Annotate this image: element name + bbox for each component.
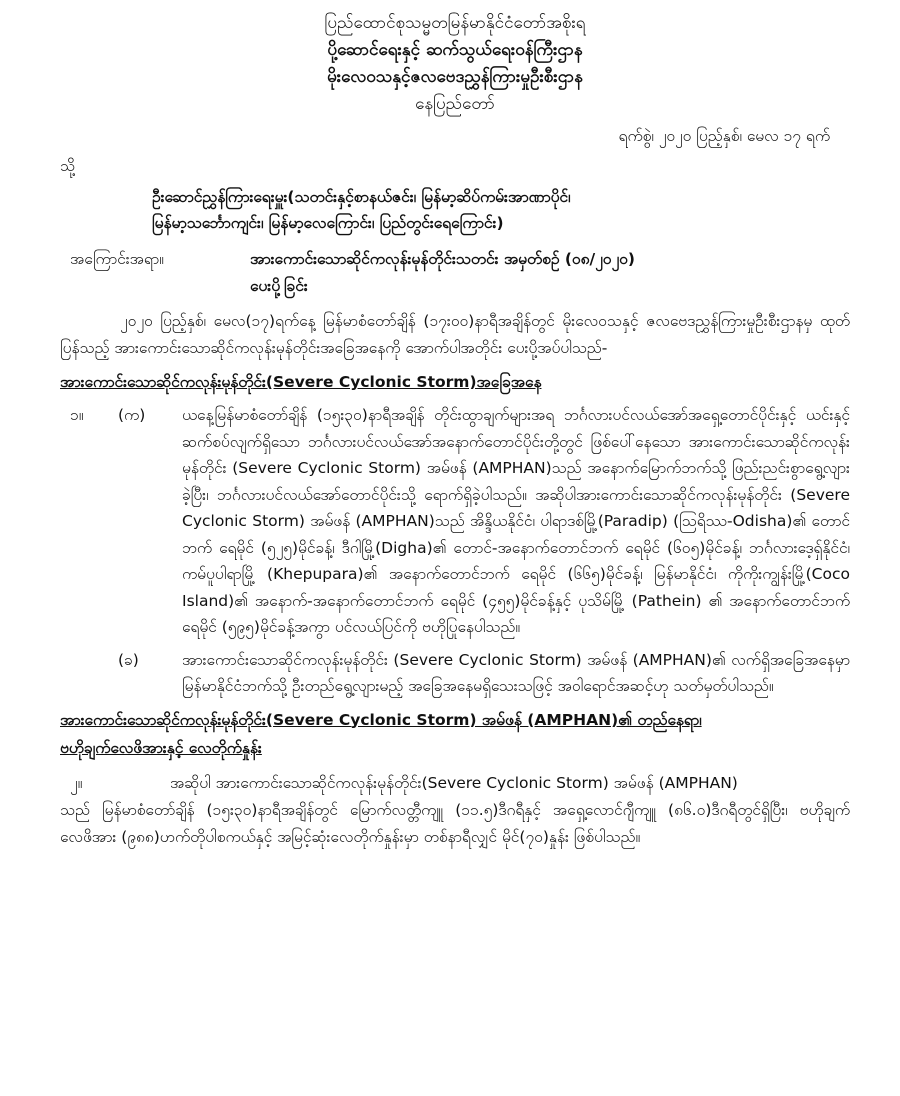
section-1-number: ၁။ xyxy=(70,406,84,424)
section-1-item-a xyxy=(60,402,850,641)
subject-block xyxy=(60,246,850,300)
section-heading-2 xyxy=(60,706,850,762)
intro-text: ၂၀၂၀ ပြည့်နှစ်၊ မေလ(၁၇)ရက်နေ့ မြန်မာစံတော်ချိန် (၁၇း၀၀)နာရီအချိန်တွင် မိုးလေဝသနှင့် ဇလဗေဒညွှန်ကြားမှုဦးစီးဌာနမှ ထုတ်ပြန်သည့် အားကောင်းသောဆိုင်ကလုန်းမုန်တိုင်းအခြေအနေကို အောက်ပါအတိုင်း ပေးပို့အပ်ပါသည်- xyxy=(60,312,850,357)
item-b-text: အားကောင်းသောဆိုင်ကလုန်းမုန်တိုင်း (Severe Cyclonic Storm) အမ်ဖန် (AMPHAN)၏ လက်ရှိအခြေအနေမှာ မြန်မာနိုင်ငံဘက်သို့ ဦးတည်ရွေ့လျားမည့် အခြေအနေမရှိသေးသဖြင့် အဝါရောင်အဆင့်ဟု သတ်မှတ်ပါသည်။ xyxy=(182,650,850,695)
recipient-line-2: မြန်မာ့သင်္ဘောကျင်း၊ မြန်မာ့လေကြောင်း၊ ပြည်တွင်းရေကြောင်း) xyxy=(152,214,504,232)
subject-line-1: အားကောင်းသောဆိုင်ကလုန်းမုန်တိုင်းသတင်း အမှတ်စဉ် (၀၈/၂၀၂၀) xyxy=(250,250,635,268)
section-2-text: သည် မြန်မာစံတော်ချိန် (၁၅း၃၀)နာရီအချိန်တွင် မြောက်လတ္တီကျူ (၁၁.၅)ဒီဂရီနှင့် အရှေ့လောင်ဂျီကျူ (၈၆.၀)ဒီဂရီတွင်ရှိပြီး၊ ဗဟိုချက်လေဖိအား (၉၈၈)ဟက်တိုပါစကယ်နှင့် အမြင့်ဆုံးလေတိုက်နှုန်းမှာ တစ်နာရီလျှင် မိုင်(၇၀)နှုန်း ဖြစ်ပါသည်။ xyxy=(60,800,850,846)
government-name: ပြည်ထောင်စုသမ္မတမြန်မာနိုင်ငံတော်အစိုးရ xyxy=(324,13,586,33)
section-2-line-1: အဆိုပါ အားကောင်းသောဆိုင်ကလုန်းမုန်တိုင်း(Severe Cyclonic Storm) အမ်ဖန် (AMPHAN) xyxy=(170,773,738,792)
subject-text xyxy=(220,246,635,300)
recipient-line-1: ဦးဆောင်ညွှန်ကြားရေးမှူး(သတင်းနှင့်စာနယ်ဇင်း၊ မြန်မာ့ဆိပ်ကမ်းအာဏာပိုင်၊ xyxy=(152,188,571,206)
department-name: မိုးလေဝသနှင့်ဇလဗေဒညွှန်ကြားမှုဦးစီးဌာန xyxy=(327,67,583,87)
item-a-label: (က) xyxy=(118,406,146,424)
letterhead xyxy=(60,0,850,118)
section-2-first-line xyxy=(60,770,850,797)
section-heading-1: အားကောင်းသောဆိုင်ကလုန်းမုန်တိုင်း(Severe Cyclonic Storm)အခြေအနေ xyxy=(60,373,542,391)
item-b-label: (ခ) xyxy=(118,650,139,669)
intro-paragraph xyxy=(60,308,850,362)
recipient-block xyxy=(152,184,850,236)
ministry-name: ပို့ဆောင်ရေးနှင့် ဆက်သွယ်ရေးဝန်ကြီးဌာန xyxy=(327,40,583,60)
letter-date: ရက်စွဲ၊ ၂၀၂၀ ပြည့်နှစ်၊ မေလ ၁၇ ရက် xyxy=(618,127,830,145)
section-2-number: ၂။ xyxy=(70,773,83,792)
city-name: နေပြည်တော် xyxy=(415,94,495,114)
section-heading-2-line-1: အားကောင်းသောဆိုင်ကလုန်းမုန်တိုင်း(Severe Cyclonic Storm) အမ်ဖန် (AMPHAN)၏ တည်နေရာ၊ xyxy=(60,710,702,729)
section-heading-2-line-2: ဗဟိုချက်လေဖိအားနှင့် လေတိုက်နှုန်း xyxy=(60,738,262,757)
section-1-item-b xyxy=(60,647,850,700)
subject-label: အကြောင်းအရာ။ xyxy=(70,250,164,268)
to-label: သို့ xyxy=(60,157,75,175)
item-a-text: ယနေ့မြန်မာစံတော်ချိန် (၁၅း၃၀)နာရီအချိန် တိုင်းထွာချက်များအရ ဘင်္ဂလားပင်လယ်အော်အရှေ့တောင်ပိုင်းနှင့် ယင်းနှင့်ဆက်စပ်လျက်ရှိသော ဘင်္ဂလားပင်လယ်အော်အနောက်တောင်ပိုင်းတို့တွင် ဖြစ်ပေါ်နေသော အားကောင်းသောဆိုင်ကလုန်းမုန်တိုင်း (Severe Cyclonic Storm) အမ်ဖန် (AMPHAN)သည် အနောက်မြောက်ဘက်သို့ ဖြည်းညင်းစွာရွေ့လျားခဲ့ပြီး၊ ဘင်္ဂလားပင်လယ်အော်တောင်ပိုင်းသို့ ရောက်ရှိခဲ့ပါသည်။ အဆိုပါအားကောင်းသောဆိုင်ကလုန်းမုန်တိုင်း (Severe Cyclonic Storm) အမ်ဖန် (AMPHAN)သည် အိန္ဒိယနိုင်ငံ၊ ပါရာဒစ်မြို့(Paradip) (ဩရိဿ-Odisha)၏ တောင်ဘက် ရေမိုင် (၅၂၅)မိုင်ခန့်၊ ဒီဂါမြို့(Digha)၏ တောင်-အနောက်တောင်ဘက် ရေမိုင် (၆၀၅)မိုင်ခန့်၊ ဘင်္ဂလားဒေ့ရှ်နိုင်ငံ၊ ကမ်ပူပါရာမြို့ (Khepupara)၏ အနောက်တောင်ဘက် ရေမိုင် (၆၆၅)မိုင်ခန့်၊ မြန်မာနိုင်ငံ၊ ကိုကိုးကျွန်းမြို့(Coco Island)၏ အနောက်-အနောက်တောင်ဘက် ရေမိုင် (၄၅၅)မိုင်ခန့်နှင့် ပုသိမ်မြို့ (Pathein) ၏ အနောက်တောင်ဘက် ရေမိုင် (၅၉၅)မိုင်ခန့်အကွာ ပင်လယ်ပြင်ကို ဗဟိုပြုနေပါသည်။ xyxy=(182,406,850,636)
subject-line-2: ပေးပို့ခြင်း xyxy=(250,277,308,295)
